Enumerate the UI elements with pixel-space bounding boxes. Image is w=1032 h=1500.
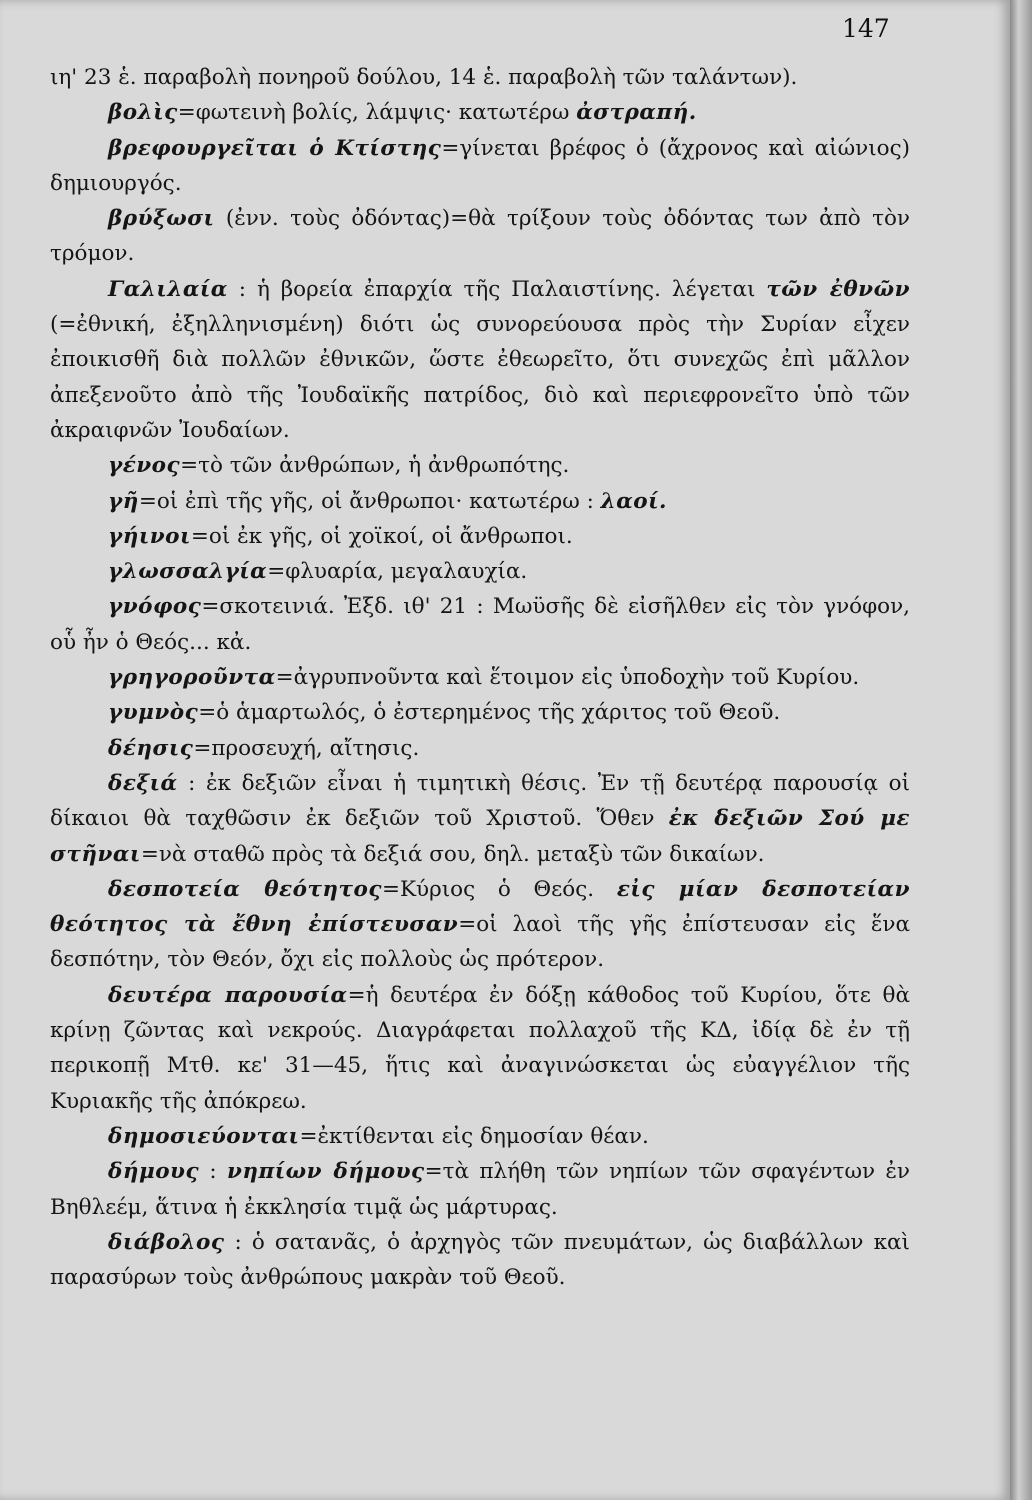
glossary-entry (50, 519, 910, 554)
entry-headword: τῶν ἐθνῶν (766, 276, 910, 302)
entry-headword: βρύξωσι (108, 206, 215, 232)
entry-headword: γήινοι (108, 523, 191, 549)
entry-headword: ἀστραπή. (576, 100, 697, 126)
glossary-entry (50, 589, 910, 660)
glossary-entry (50, 695, 910, 730)
glossary-entry (50, 978, 910, 1119)
glossary-entry (50, 272, 910, 448)
entry-headword: βολὶς (108, 100, 178, 126)
entry-text: =προσευχή, αἴτησις. (193, 735, 420, 761)
glossary-entry (50, 60, 910, 95)
entry-headword: γένος (108, 453, 181, 479)
entry-text: : ὁ σατανᾶς, ὁ ἀρχηγὸς τῶν πνευμάτων, ὡς διαβάλλων καὶ παρασύρων τοὺς ἀνθρώπους μακρὰν τοῦ Θεοῦ. (50, 1229, 910, 1291)
entry-text: : (199, 1159, 227, 1185)
glossary-entry (50, 1154, 910, 1225)
page-number: 147 (842, 14, 890, 43)
entry-text: =φωτεινὴ βολίς, λάμψις· κατωτέρω (177, 100, 577, 126)
entry-headword: γλωσσαλγία (108, 559, 268, 585)
entry-text: (=ἐθνική, ἐξηλληνισμένη) διότι ὡς συνορεύουσα πρὸς τὴν Συρίαν εἶχεν ἐποικισθῆ διὰ πολλῶν ἐθνικῶν, ὥστε ἐθεωρεῖτο, ὅτι συνεχῶς ἐπὶ μᾶλλον ἀπεξενοῦτο ἀπὸ τῆς Ἰουδαϊκῆς πατρίδος, διὸ καὶ περιεφρονεῖτο ὑπὸ τῶν ἀκραιφνῶν Ἰουδαίων. (50, 312, 910, 443)
entry-headword: δέησις (108, 735, 194, 761)
glossary-entry (50, 448, 910, 483)
glossary-entry (50, 1225, 910, 1296)
glossary-entry (50, 131, 910, 202)
entry-text: (ἐνν. τοὺς ὀδόντας)=θὰ τρίξουν τοὺς ὀδόντας των ἀπὸ τὸν τρόμον. (50, 206, 910, 267)
entry-text: =ἐκτίθενται εἰς δημοσίαν θέαν. (299, 1123, 649, 1149)
entry-text: ιη' 23 ἑ. παραβολὴ πονηροῦ δούλου, 14 ἑ. παραβολὴ τῶν ταλάντων). (50, 65, 798, 90)
entry-headword: δεσποτεία θεότητος (108, 876, 382, 902)
entry-text: =οἱ ἐπὶ τῆς γῆς, οἱ ἄνθρωποι· κατωτέρω : (138, 488, 601, 514)
entry-headword: δεξιά (108, 770, 178, 796)
entry-text: =Κύριος ὁ Θεός. (381, 876, 617, 902)
entry-text: =γίνεται βρέφος ὁ (ἄχρονος καὶ αἰώνιος) δημιουργός. (50, 135, 910, 196)
glossary-entry (50, 484, 910, 519)
entry-headword: γρηγοροῦντα (108, 665, 276, 691)
entry-headword: δευτέρα παρουσία (108, 982, 348, 1008)
entry-headword: βρεφουργεῖται ὁ Κτίστης (108, 135, 442, 161)
glossary-entry (50, 201, 910, 272)
entry-headword: δήμους (108, 1159, 200, 1185)
entry-text: =ἀγρυπνοῦντα καὶ ἕτοιμον εἰς ὑποδοχὴν τοῦ Κυρίου. (275, 665, 860, 691)
entry-headword: Γαλιλαία (108, 276, 228, 302)
glossary-entry (50, 731, 910, 766)
entry-headword: εἰς μίαν δεσποτείαν θεότητος τὰ ἔθνη ἐπίστευσαν (50, 876, 910, 938)
entry-text: =οἱ λαοὶ τῆς γῆς ἐπίστευσαν εἰς ἕνα δεσπότην, τὸν Θεόν, ὄχι εἰς πολλοὺς ὡς πρότερον. (50, 912, 910, 973)
glossary-text (50, 60, 910, 1295)
entry-text: =νὰ σταθῶ πρὸς τὰ δεξιά σου, δηλ. μεταξὺ τῶν δικαίων. (140, 841, 765, 867)
entry-text: =οἱ ἐκ γῆς, οἱ χοϊκοί, οἱ ἄνθρωποι. (190, 523, 573, 549)
entry-headword: ἐκ δεξιῶν Σού με στῆναι (50, 806, 911, 867)
entry-headword: λαοί. (600, 488, 668, 514)
entry-text: : ἡ βορεία ἐπαρχία τῆς Παλαιστίνης. λέγεται (227, 276, 767, 302)
glossary-entry (50, 554, 910, 589)
glossary-entry (50, 872, 910, 978)
entry-text: =φλυαρία, μεγαλαυχία. (267, 559, 528, 585)
glossary-entry (50, 1119, 910, 1154)
glossary-entry (50, 660, 910, 695)
entry-text: =τὸ τῶν ἀνθρώπων, ἡ ἀνθρωπότης. (180, 453, 570, 479)
entry-headword: γυμνὸς (108, 700, 199, 726)
entry-text: : ἐκ δεξιῶν εἶναι ἡ τιμητικὴ θέσις. Ἐν τῇ δευτέρᾳ παρουσίᾳ οἱ δίκαιοι θὰ ταχθῶσιν ἐκ δεξιῶν τοῦ Χριστοῦ. Ὅθεν (50, 770, 910, 832)
entry-text: =τὰ πλήθη τῶν νηπίων τῶν σφαγέντων ἐν Βηθλεέμ, ἅτινα ἡ ἐκκλησία τιμᾷ ὡς μάρτυρας. (50, 1159, 910, 1220)
entry-headword: δημοσιεύονται (108, 1123, 300, 1149)
entry-headword: γῆ (108, 488, 139, 514)
entry-text: =ἡ δευτέρα ἐν δόξῃ κάθοδος τοῦ Κυρίου, ὅτε θὰ κρίνῃ ζῶντας καὶ νεκρούς. Διαγράφεται πολλαχοῦ τῆς ΚΔ, ἰδίᾳ δὲ ἐν τῇ περικοπῇ Μτθ. κε' 31—45, ἥτις καὶ ἀναγινώσκεται ὡς εὐαγγέλιον τῆς Κυριακῆς τῆς ἀπόκρεω. (50, 982, 910, 1114)
page-edge (1010, 0, 1032, 1500)
entry-text: =σκοτεινιά. Ἐξδ. ιθ' 21 : Μωϋσῆς δὲ εἰσῆλθεν εἰς τὸν γνόφον, οὗ ἦν ὁ Θεός... κἀ. (50, 594, 910, 655)
entry-text: =ὁ ἁμαρτωλός, ὁ ἐστερημένος τῆς χάριτος τοῦ Θεοῦ. (198, 700, 781, 726)
entry-headword: διάβολος (108, 1229, 225, 1255)
entry-headword: γνόφος (108, 594, 202, 620)
entry-headword: νηπίων δήμους (226, 1159, 425, 1185)
glossary-entry (50, 95, 910, 130)
glossary-entry (50, 766, 910, 872)
